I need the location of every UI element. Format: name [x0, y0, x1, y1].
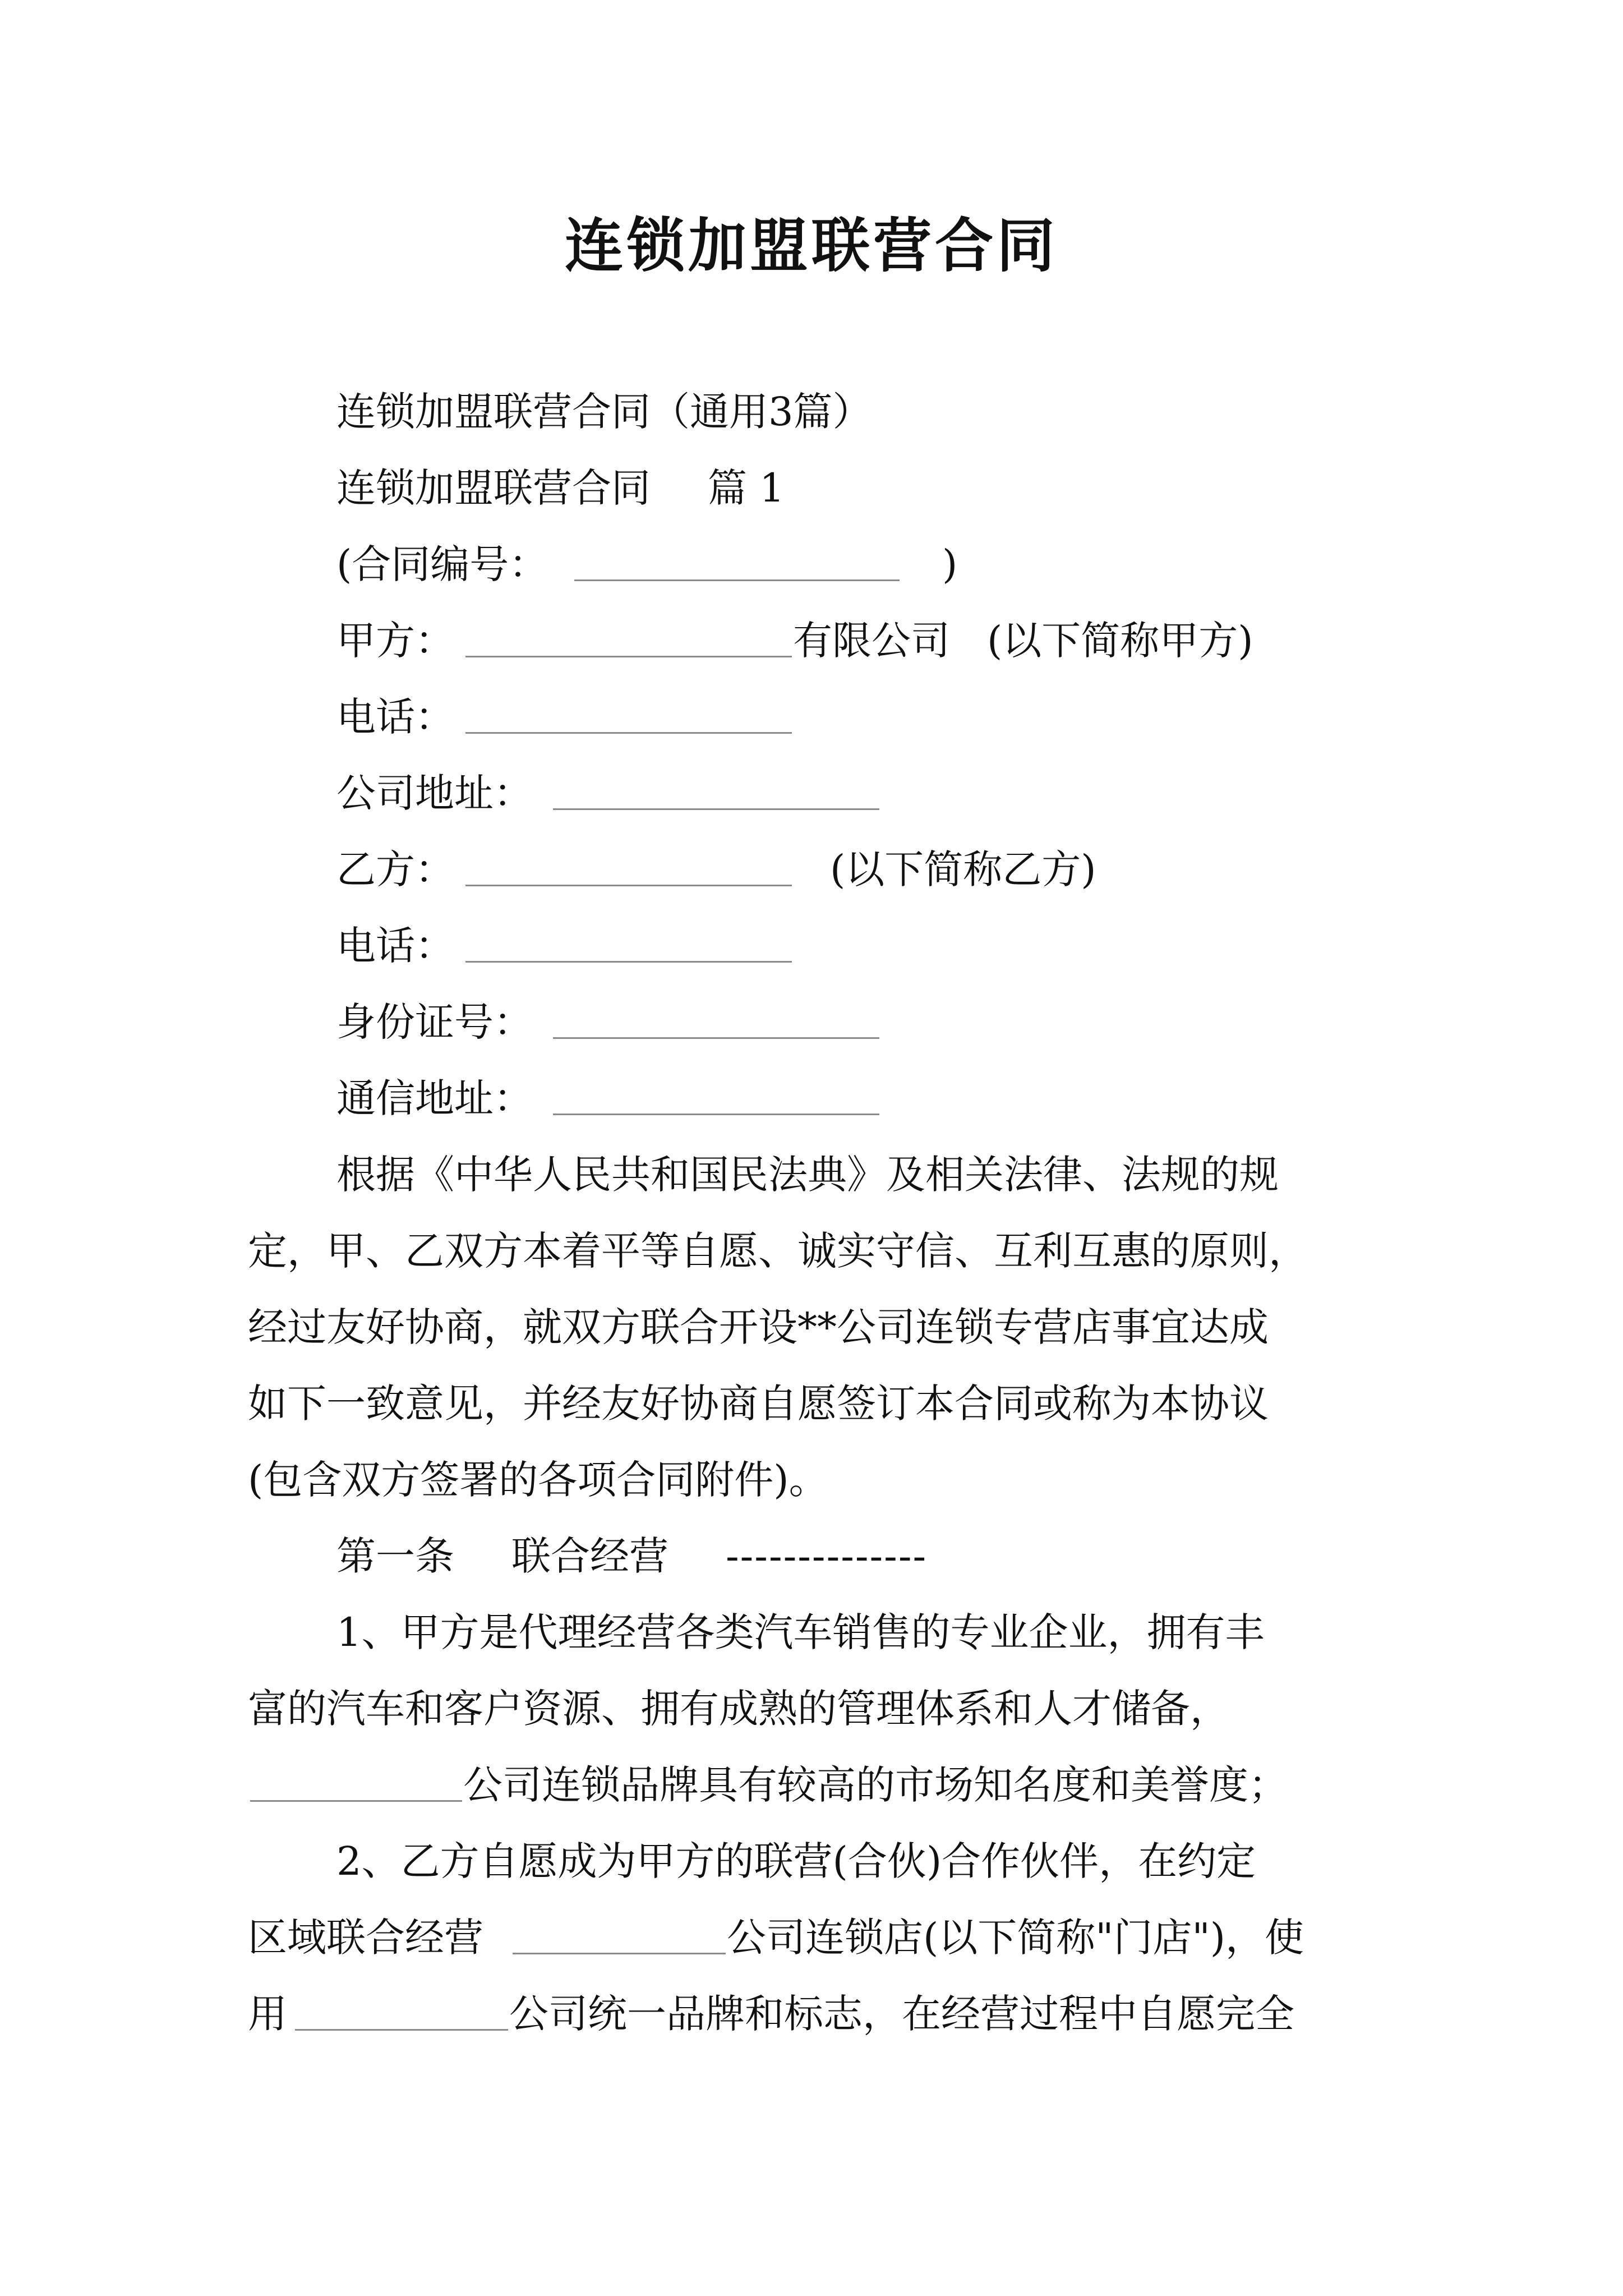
preamble-text: (包含双方签署的各项合同附件)。 — [248, 1457, 828, 1503]
clause-2-text: 公司统一品牌和标志，在经营过程中自愿完全 — [509, 1991, 1294, 2037]
party-b-id-label: 身份证号： — [336, 999, 533, 1045]
party-a-blank — [465, 620, 792, 657]
party-a-phone-blank — [465, 697, 792, 734]
article-1-name: 联合经营 — [511, 1533, 668, 1579]
party-b-phone-label: 电话： — [336, 923, 454, 969]
party-b-phone-blank — [465, 926, 792, 963]
clause-2-blank — [295, 1994, 508, 2031]
clause-1-blank — [250, 1765, 462, 1802]
party-b-address-label: 通信地址： — [336, 1075, 533, 1121]
preamble-text: 如下一致意见，并经友好协商自愿签订本合同或称为本协议 — [248, 1381, 1269, 1427]
clause-1-text: 富的汽车和客户资源、拥有成熟的管理体系和人才储备， — [248, 1686, 1229, 1732]
preamble-text: 定，甲、乙双方本着平等自愿、诚实守信、互利互惠的原则， — [248, 1228, 1308, 1274]
article-1-dashes: -------------- — [726, 1533, 928, 1579]
party-b-label: 乙方： — [336, 846, 454, 892]
article-1-label: 第一条 — [336, 1533, 454, 1579]
clause-2-text: 2、乙方自愿成为甲方的联营(合伙)合作伙伴，在约定 — [336, 1838, 1256, 1884]
clause-1-text: 1、甲方是代理经营各类汽车销售的专业企业，拥有丰 — [336, 1609, 1265, 1655]
section-heading-part: 篇 1 — [708, 465, 785, 511]
party-b-note: (以下简称乙方) — [830, 846, 1096, 892]
preamble-text: 根据《中华人民共和国民法典》及相关法律、法规的规 — [336, 1152, 1279, 1198]
party-a-note: (以下简称甲方) — [987, 618, 1253, 664]
preamble-text: 经过友好协商，就双方联合开设**公司连锁专营店事宜达成 — [248, 1304, 1269, 1350]
party-a-phone-label: 电话： — [336, 694, 454, 740]
section-heading-name: 连锁加盟联营合同 — [336, 465, 651, 511]
party-a-address-label: 公司地址： — [336, 770, 533, 816]
subtitle: 连锁加盟联营合同（通用3篇） — [336, 389, 872, 435]
clause-2-text: 区域联合经营 — [248, 1915, 483, 1961]
contract-number-blank — [574, 544, 900, 581]
party-b-address-blank — [553, 1078, 879, 1115]
document-title: 连锁加盟联营合同 — [564, 211, 1058, 280]
contract-number-close: ) — [942, 541, 958, 587]
party-b-id-blank — [553, 1002, 879, 1039]
party-b-blank — [465, 849, 792, 886]
clause-2-text: 用 — [248, 1991, 287, 2037]
party-a-label: 甲方： — [336, 618, 454, 664]
party-a-suffix: 有限公司 — [793, 618, 950, 664]
clause-2-blank — [513, 1917, 726, 1954]
clause-2-text: 公司连锁店(以下简称"门店")，使 — [727, 1915, 1304, 1961]
party-a-address-blank — [553, 773, 879, 810]
clause-1-text: 公司连锁品牌具有较高的市场知名度和美誉度； — [463, 1762, 1288, 1808]
contract-number-label: (合同编号： — [336, 541, 548, 587]
